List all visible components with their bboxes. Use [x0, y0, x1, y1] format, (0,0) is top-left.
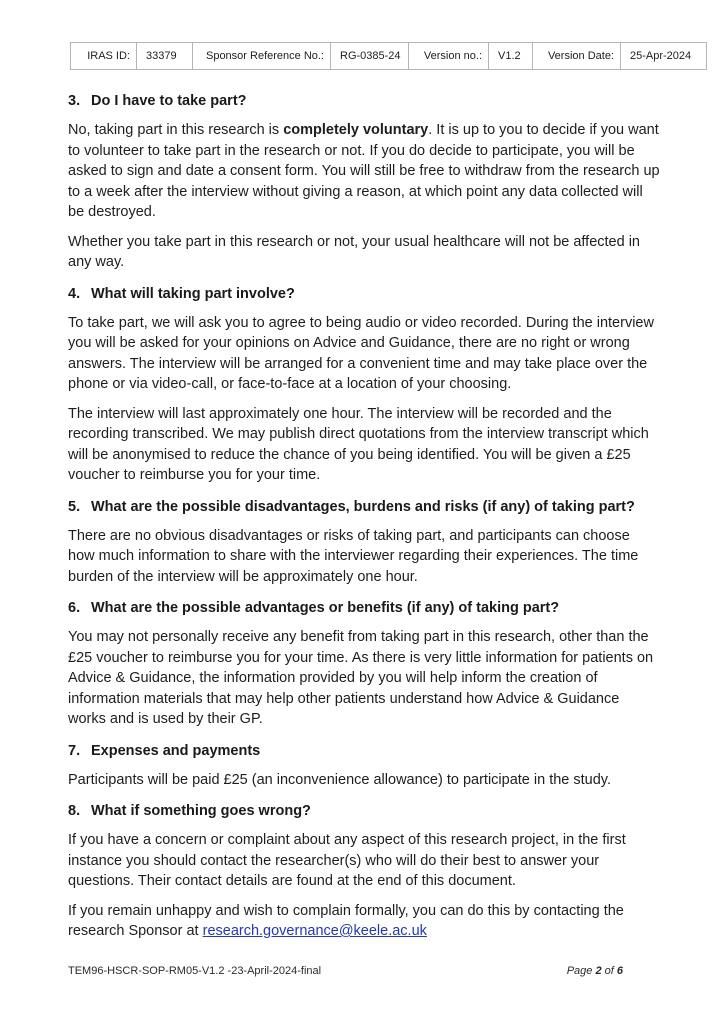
footer-document-reference: TEM96-HSCR-SOP-RM05-V1.2 -23-April-2024-final: [68, 965, 322, 977]
version-no-label: Version no.:: [409, 43, 489, 70]
paragraph: Participants will be paid £25 (an inconvenience allowance) to participate in the study.: [68, 771, 611, 788]
iras-id-value: 33379: [137, 43, 193, 70]
section-heading-7: [68, 740, 660, 762]
section-heading-6: [68, 597, 660, 619]
paragraph: [68, 901, 660, 942]
sponsor-reference-value: RG-0385-24: [331, 43, 409, 70]
sponsor-reference-label: Sponsor Reference No.:: [193, 43, 331, 70]
paragraph: You may not personally receive any benefit from taking part in this research, other than the £25 voucher to reimburse you for your time. As there is very little information for patients on Advice & Guidance, the information provided by you will help inform the creation of information materials that may help other patients understand how Advice & Guidance works and is used by their GP.: [68, 629, 654, 727]
section-title: What will taking part involve?: [91, 285, 295, 302]
paragraph-text: No, taking part in this research is: [68, 122, 284, 138]
section-number: 7.: [68, 742, 81, 759]
section-number: 8.: [68, 803, 81, 819]
footer-of-word: of: [601, 965, 617, 977]
section-title: What are the possible advantages or benefits (if any) of taking part?: [91, 600, 560, 616]
section-number: 3.: [68, 93, 81, 109]
footer-page-number: [567, 965, 623, 977]
paragraph: There are no obvious disadvantages or risks of taking part, and participants can choose how much information to share with the interviewer regarding their experiences. The time burden of the interview will be approximately one hour.: [68, 527, 639, 585]
section-heading-4: [68, 283, 660, 305]
section-number: 5.: [68, 498, 81, 515]
document-body: [68, 80, 660, 951]
section-title: What are the possible disadvantages, burdens and risks (if any) of taking part?: [91, 498, 635, 515]
paragraph: Whether you take part in this research or not, your usual healthcare will not be affected in any way.: [68, 233, 640, 270]
iras-id-label: IRAS ID:: [71, 43, 137, 70]
paragraph: [68, 120, 660, 223]
footer-page-current: 2: [595, 965, 602, 977]
section-title: Do I have to take part?: [91, 93, 247, 109]
paragraph-text: . It is up to you to decide if you want to volunteer to take part in the research or not. If you do decide to participate, you will be asked to sign and date a consent form. You will still be free to withdraw from the research up to a week after the interview without giving a reason, at which point any data collected will be destroyed.: [68, 122, 660, 220]
sponsor-email-link[interactable]: research.governance@keele.ac.uk: [202, 923, 427, 939]
version-date-label: Version Date:: [533, 43, 621, 70]
paragraph: To take part, we will ask you to agree to being audio or video recorded. During the interview you will be asked for your opinions on Advice and Guidance, there are no right or wrong answers. The interview will be arranged for a convenient time and may take place over the phone or via video-call, or face-to-face at a location of your choosing.: [68, 314, 654, 392]
paragraph-text: If you remain unhappy and wish to complain formally, you can do this by contacting the research Sponsor at: [68, 902, 624, 939]
section-title: Expenses and payments: [91, 742, 261, 759]
paragraph: If you have a concern or complaint about any aspect of this research project, in the first instance you should contact the researcher(s) who will do their best to answer your questions. Their contact details are found at the end of this document.: [68, 832, 626, 889]
section-heading-5: [68, 496, 660, 518]
footer-page-total: 6: [616, 965, 623, 977]
bold-text: completely voluntary: [283, 122, 429, 138]
version-no-value: V1.2: [489, 43, 533, 70]
section-number: 6.: [68, 600, 81, 616]
section-heading-3: [68, 90, 660, 112]
header-reference-table: [70, 42, 707, 70]
section-number: 4.: [68, 285, 81, 302]
footer-page-word: Page: [566, 965, 596, 977]
header-table-row: [71, 43, 707, 70]
section-title: What if something goes wrong?: [91, 803, 311, 819]
section-heading-8: [68, 800, 660, 822]
version-date-value: 25-Apr-2024: [621, 43, 707, 70]
paragraph: The interview will last approximately one hour. The interview will be recorded and the recording transcribed. We may publish direct quotations from the interview transcript which will be anonymised to reduce the chance of you being identified. You will be given a £25 voucher to reimburse you for your time.: [68, 405, 649, 483]
